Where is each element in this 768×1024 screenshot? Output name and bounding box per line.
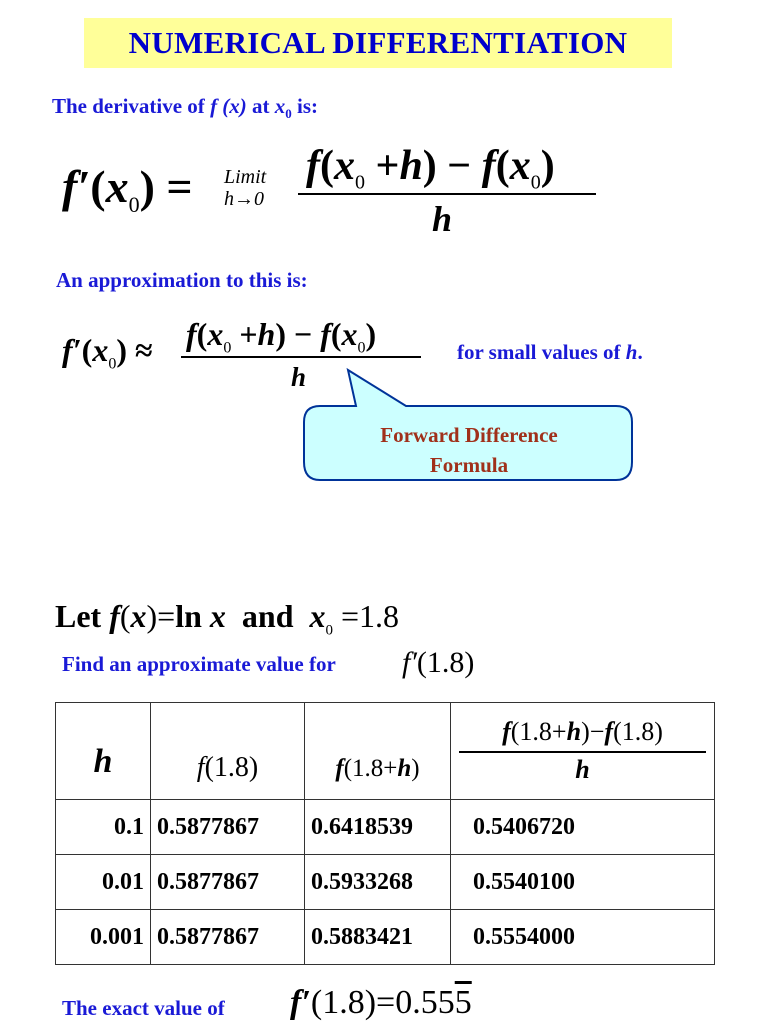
cell-quotient: 0.5540100 (451, 855, 715, 910)
cell-h: 0.001 (56, 910, 151, 965)
num-x: x (334, 143, 355, 189)
header-h-text: h (93, 743, 113, 780)
hq-e: f (604, 717, 614, 746)
cell-fh: 0.5933268 (305, 855, 451, 910)
definition-lhs: $f'(x_0)$ = (62, 161, 193, 218)
hq-a: f (502, 717, 511, 746)
hq-f: (1.8) (613, 717, 663, 746)
ex-x0: x (309, 598, 326, 634)
intro-text (52, 94, 318, 122)
find-arg: 1.8 (426, 646, 465, 679)
table-header-row (56, 703, 715, 800)
ex-f: f (109, 598, 120, 634)
header-quotient-bar (459, 751, 706, 753)
header-quotient (451, 703, 715, 800)
callout-line1: Forward Difference (380, 423, 558, 447)
approximation-label: An approximation to this is: (56, 268, 308, 292)
approximation-numerator: $f(x_0 +h) - f(x_0)$ (186, 316, 377, 357)
header-quotient-denominator: h (575, 755, 590, 784)
approximation-fraction-bar (181, 356, 421, 358)
ex-and: and (241, 598, 294, 634)
limit-condition: h→0 (224, 188, 264, 210)
ex-eq: = (157, 598, 176, 634)
cell-f: 0.5877867 (151, 910, 305, 965)
hq-d: )− (581, 717, 605, 746)
hq-c: h (566, 717, 582, 746)
num-x2: x (509, 143, 531, 189)
cell-quotient: 0.5406720 (451, 800, 715, 855)
approximation-denominator: h (291, 362, 307, 392)
definition-denominator: h (432, 199, 453, 239)
ex-x: x (130, 598, 147, 634)
ex-x0-sub: 0 (325, 622, 333, 639)
note-var: h (625, 340, 638, 364)
cell-quotient: 0.5554000 (451, 910, 715, 965)
intro-prefix: The derivative of (52, 94, 211, 118)
header-f-fn: f (196, 752, 205, 783)
find-fp: f′ (402, 646, 417, 679)
intro-sub: 0 (285, 106, 292, 122)
exact-label: The exact value of (62, 996, 225, 1020)
small-values-note (457, 340, 643, 365)
header-fh-fn: f (335, 755, 344, 782)
exact-val-repeat: 5 (454, 984, 472, 1021)
ex-x0-val: 1.8 (359, 598, 400, 634)
header-f-arg: (1.8) (204, 752, 259, 783)
intro-suffix: is: (291, 94, 319, 118)
cell-f: 0.5877867 (151, 800, 305, 855)
def-x: x (105, 161, 129, 212)
header-f (151, 703, 305, 800)
limit-notation (224, 166, 266, 210)
header-fh-arg: (1.8 (343, 755, 384, 782)
callout-text (306, 420, 632, 480)
table-row (56, 855, 715, 910)
table-row (56, 800, 715, 855)
cell-f: 0.5877867 (151, 855, 305, 910)
header-h (56, 703, 151, 800)
num-minus: − (447, 143, 472, 189)
cell-fh: 0.5883421 (305, 910, 451, 965)
approximation-lhs: $f'(x_0)$ ≈ (62, 332, 153, 373)
def-fprime: f′ (62, 161, 91, 212)
intro-mid: at (246, 94, 275, 118)
cell-fh: 0.6418539 (305, 800, 451, 855)
intro-fx: f (x) (210, 94, 247, 118)
cell-h: 0.1 (56, 800, 151, 855)
hq-b: (1.8+ (510, 717, 567, 746)
header-fh-h: h (397, 755, 412, 782)
callout-line2: Formula (429, 453, 509, 477)
num-plus: + (375, 143, 400, 189)
exact-math: f′(1.8)=0.555 (290, 984, 472, 1021)
page-title (84, 18, 672, 68)
exact-fp: f′ (290, 984, 311, 1021)
header-quotient-numerator (451, 717, 714, 747)
find-prompt: Find an approximate value for (62, 652, 336, 676)
header-fh (305, 703, 451, 800)
definition-numerator: $f(x_0 +h) - f(x_0)$ (306, 143, 555, 194)
find-math: f′(1.8) (402, 646, 475, 679)
def-sub: 0 (128, 192, 140, 218)
note-prefix: for small values of (457, 340, 626, 364)
header-fh-close: ) (411, 755, 420, 782)
example-statement: Let f(x)=ln x and $x_0 =1.8$ (55, 598, 400, 639)
note-suffix: . (637, 340, 643, 364)
page-title-text: NUMERICAL DIFFERENTIATION (128, 25, 628, 60)
approx-sign: ≈ (134, 332, 153, 368)
cell-h: 0.01 (56, 855, 151, 910)
let-word: Let (55, 598, 102, 634)
definition-fraction-bar (298, 193, 596, 195)
exact-val-a: 0.55 (395, 984, 455, 1021)
exact-arg: 1.8 (322, 984, 365, 1021)
num-h: h (399, 143, 423, 189)
exact-eq: = (376, 984, 396, 1021)
def-equals: = (166, 161, 193, 212)
header-fh-plus: + (383, 755, 398, 782)
num-f2: f (481, 143, 496, 189)
limit-word: Limit (224, 166, 267, 188)
ex-ln: ln (175, 598, 202, 634)
num-f: f (306, 143, 320, 189)
table-row (56, 910, 715, 965)
intro-x: x (274, 94, 286, 118)
results-table (55, 702, 715, 965)
